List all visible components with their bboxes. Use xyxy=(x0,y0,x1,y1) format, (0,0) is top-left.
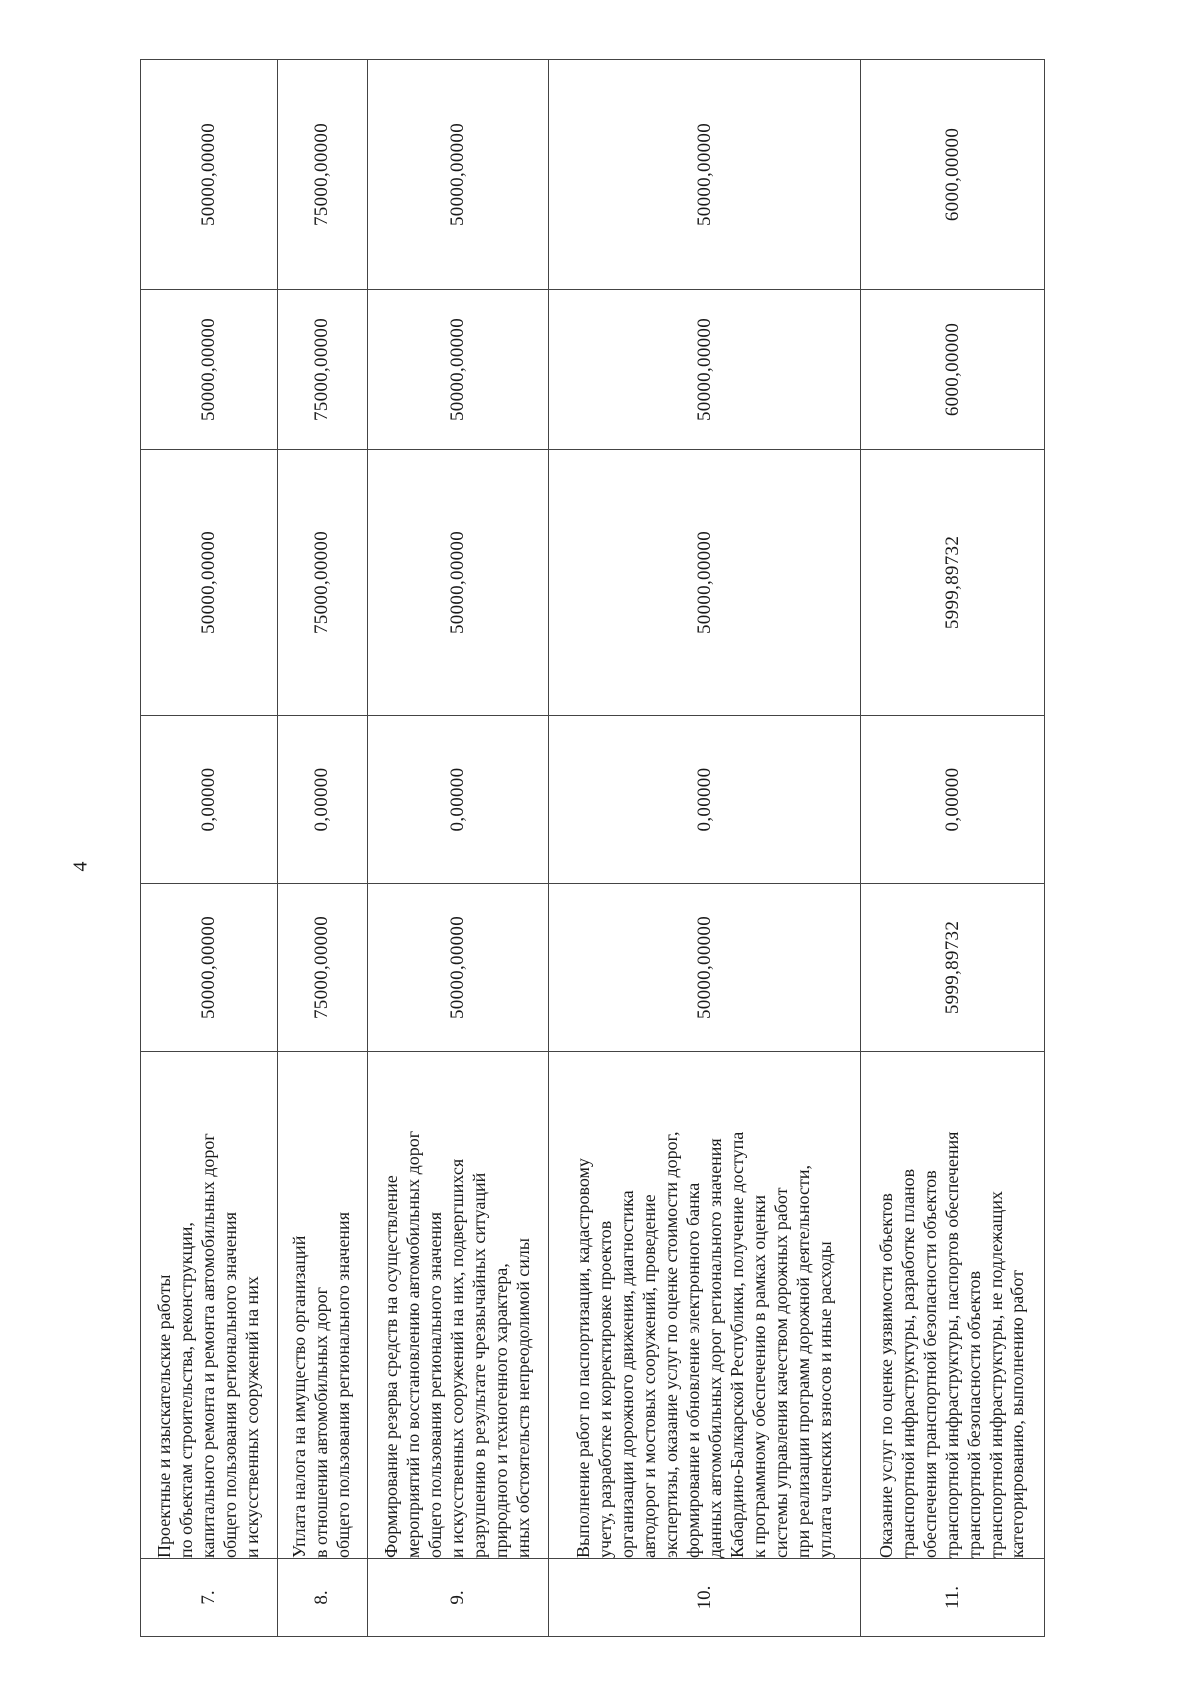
value-cell: 50000,00000 xyxy=(141,290,278,450)
value-cell: 0,00000 xyxy=(549,716,861,884)
description-line: транспортной инфраструктуры, паспортов обеспечения xyxy=(941,1131,962,1558)
description-line: категорированию, выполнению работ xyxy=(1007,1270,1028,1558)
page-number: 4 xyxy=(69,861,92,872)
value-cell: 0,00000 xyxy=(367,716,549,884)
description-line: транспортной инфраструктуры, не подлежащих xyxy=(985,1191,1006,1558)
description-line: общего пользования регионального значения xyxy=(333,1212,354,1558)
value-cell: 50000,00000 xyxy=(549,884,861,1052)
row-number: 11. xyxy=(861,1559,1045,1637)
row-description xyxy=(549,1052,861,1559)
value-cell: 50000,00000 xyxy=(141,884,278,1052)
row-description xyxy=(861,1052,1045,1559)
description-line: в отношении автомобильных дорог xyxy=(311,1287,332,1558)
table-row xyxy=(861,60,1045,1637)
table-container xyxy=(140,60,1045,1637)
description-line: общего пользования регионального значения xyxy=(219,1212,240,1558)
value-cell: 50000,00000 xyxy=(367,450,549,716)
description-line: Формирование резерва средств на осуществление xyxy=(381,1175,402,1558)
value-cell: 50000,00000 xyxy=(141,450,278,716)
value-cell: 6000,00000 xyxy=(861,60,1045,290)
row-description xyxy=(277,1052,367,1559)
description-line: Уплата налога на имущество организаций xyxy=(289,1235,310,1558)
description-line: и искусственных сооружений на них xyxy=(241,1276,262,1558)
value-cell: 75000,00000 xyxy=(277,450,367,716)
value-cell: 0,00000 xyxy=(141,716,278,884)
row-number: 7. xyxy=(141,1559,278,1637)
description-line: транспортной безопасности объектов xyxy=(963,1270,984,1558)
value-cell: 5999,89732 xyxy=(861,450,1045,716)
description-line: общего пользования регионального значения xyxy=(425,1212,446,1558)
description-line: системы управления качеством дорожных работ xyxy=(770,1187,791,1558)
value-cell: 50000,00000 xyxy=(549,290,861,450)
value-cell: 5999,89732 xyxy=(861,884,1045,1052)
description-line: транспортной инфраструктуры, разработке планов xyxy=(897,1168,918,1558)
table-row xyxy=(367,60,549,1637)
description-line: капитального ремонта и ремонта автомобильных дорог xyxy=(197,1133,218,1558)
value-cell: 50000,00000 xyxy=(367,884,549,1052)
description-line: формирование и обновление электронного банка xyxy=(682,1182,703,1558)
description-line: мероприятий по восстановлению автомобильных дорог xyxy=(403,1130,424,1558)
table-row xyxy=(277,60,367,1637)
value-cell: 0,00000 xyxy=(277,716,367,884)
value-cell: 6000,00000 xyxy=(861,290,1045,450)
row-number: 10. xyxy=(549,1559,861,1637)
description-line: Кабардино-Балкарской Республики, получение доступа xyxy=(726,1131,747,1558)
row-number: 9. xyxy=(367,1559,549,1637)
value-cell: 75000,00000 xyxy=(277,60,367,290)
description-line: экспертизы, оказание услуг по оценке стоимости дорог, xyxy=(660,1131,681,1558)
row-description xyxy=(141,1052,278,1559)
value-cell: 50000,00000 xyxy=(367,60,549,290)
description-line: организации дорожного движения, диагностика xyxy=(616,1190,637,1558)
description-line: уплата членских взносов и иные расходы xyxy=(814,1241,835,1558)
description-line: по объектам строительства, реконструкции, xyxy=(175,1222,196,1558)
description-line: автодорог и мостовых сооружений, проведение xyxy=(638,1194,659,1558)
value-cell: 0,00000 xyxy=(861,716,1045,884)
table-row xyxy=(141,60,278,1637)
description-line: и искусственных сооружений на них, подвергшихся xyxy=(447,1158,468,1558)
description-line: природного и техногенного характера, xyxy=(491,1263,512,1558)
description-line: Выполнение работ по паспортизации, кадастровому xyxy=(573,1158,594,1558)
value-cell: 75000,00000 xyxy=(277,290,367,450)
budget-table xyxy=(140,59,1045,1637)
row-number: 8. xyxy=(277,1559,367,1637)
value-cell: 50000,00000 xyxy=(549,450,861,716)
description-line: при реализации программ дорожной деятельности, xyxy=(792,1165,813,1558)
description-line: разрушению в результате чрезвычайных ситуаций xyxy=(469,1172,490,1558)
description-line: данных автомобильных дорог регионального значения xyxy=(704,1138,725,1558)
value-cell: 50000,00000 xyxy=(141,60,278,290)
description-line: учету, разработке и корректировке проектов xyxy=(595,1220,616,1558)
description-line: к программному обеспечению в рамках оценки xyxy=(748,1195,769,1558)
description-line: Проектные и изыскательские работы xyxy=(153,1274,174,1558)
table-row xyxy=(549,60,861,1637)
value-cell: 50000,00000 xyxy=(367,290,549,450)
description-line: иных обстоятельств непреодолимой силы xyxy=(512,1238,533,1558)
description-line: обеспечения транспортной безопасности объектов xyxy=(919,1170,940,1558)
value-cell: 50000,00000 xyxy=(549,60,861,290)
value-cell: 75000,00000 xyxy=(277,884,367,1052)
row-description xyxy=(367,1052,549,1559)
description-line: Оказание услуг по оценке уязвимости объектов xyxy=(875,1193,896,1558)
